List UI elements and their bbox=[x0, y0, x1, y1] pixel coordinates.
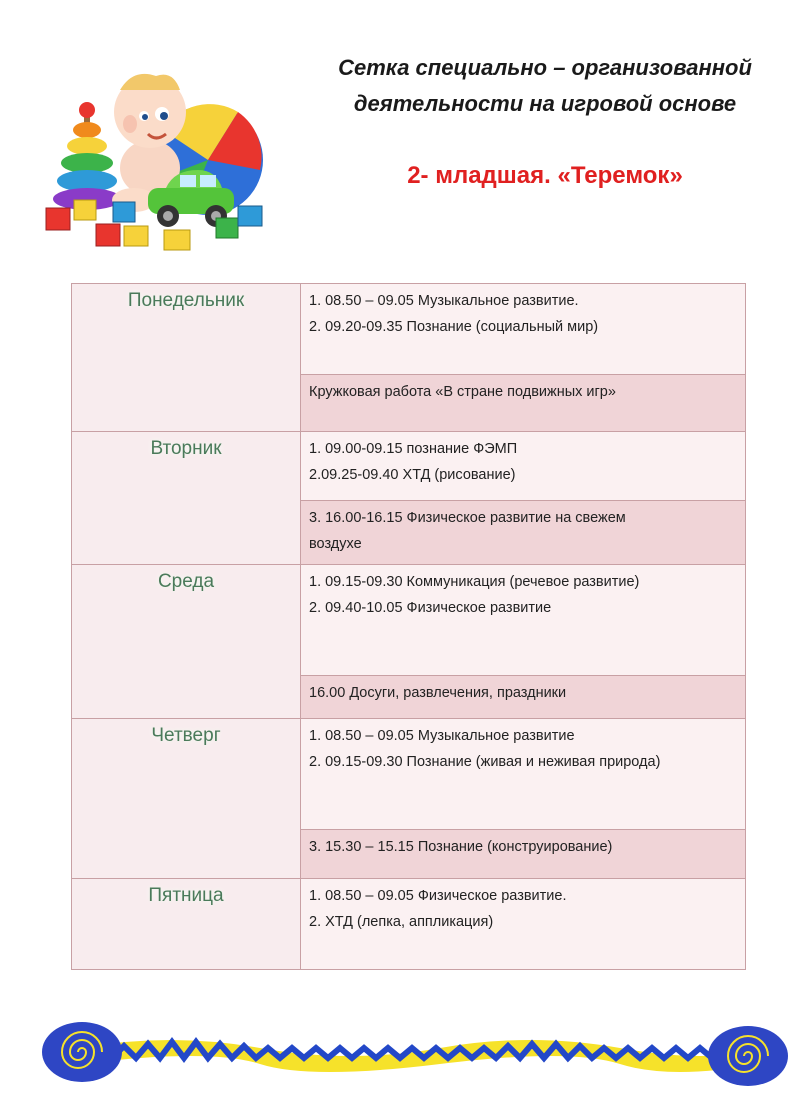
lesson-cell bbox=[301, 879, 746, 970]
lesson-item: 2. ХТД (лепка, аппликация) bbox=[309, 914, 494, 930]
lesson-item: 2. 09.40-10.05 Физическое развитие bbox=[309, 600, 552, 616]
lesson-item: 1. 08.50 – 09.05 Физическое развитие. bbox=[309, 888, 567, 904]
lesson-item: 16.00 Досуги, развлечения, праздники bbox=[309, 685, 567, 701]
title-line-2: деятельности на игровой основе bbox=[353, 91, 737, 116]
day-cell bbox=[72, 879, 301, 970]
lesson-item: 2. 09.15-09.30 Познание (живая и неживая природа) bbox=[309, 754, 661, 770]
day-cell bbox=[72, 719, 301, 879]
day-label: Вторник bbox=[150, 438, 222, 459]
day-label: Пятница bbox=[148, 885, 224, 906]
lesson-item: 2.09.25-09.40 ХТД (рисование) bbox=[309, 467, 516, 483]
title-line-1: Сетка специально – организованной bbox=[338, 55, 752, 80]
spiral-icon bbox=[42, 1022, 122, 1082]
table-row bbox=[72, 284, 746, 375]
day-cell bbox=[72, 432, 301, 565]
lesson-item: 1. 09.00-09.15 познание ФЭМП bbox=[309, 441, 518, 457]
baby-toys-illustration bbox=[38, 50, 278, 260]
day-cell bbox=[72, 284, 301, 432]
group-title: 2- младшая. «Теремок» bbox=[407, 162, 683, 189]
day-cell bbox=[72, 565, 301, 719]
stacking-rings-icon bbox=[53, 102, 121, 210]
spiral-icon bbox=[708, 1026, 788, 1086]
table-row bbox=[72, 719, 746, 830]
extra-lesson-cell bbox=[301, 676, 746, 719]
lesson-item: воздухе bbox=[309, 536, 362, 552]
lesson-cell bbox=[301, 284, 746, 375]
schedule-table bbox=[71, 283, 746, 970]
extra-lesson-cell bbox=[301, 375, 746, 432]
decorative-ribbon bbox=[40, 1018, 790, 1090]
extra-lesson-cell bbox=[301, 501, 746, 565]
lesson-item: 3. 16.00-16.15 Физическое развитие на свежем bbox=[309, 510, 626, 526]
lesson-item: 3. 15.30 – 15.15 Познание (конструирование) bbox=[309, 839, 613, 855]
lesson-item: 1. 08.50 – 09.05 Музыкальное развитие bbox=[309, 728, 575, 744]
table-row bbox=[72, 879, 746, 970]
lesson-item: 1. 08.50 – 09.05 Музыкальное развитие. bbox=[309, 293, 579, 309]
table-row bbox=[72, 432, 746, 501]
lesson-item: 1. 09.15-09.30 Коммуникация (речевое развитие) bbox=[309, 574, 640, 590]
day-label: Понедельник bbox=[127, 290, 245, 311]
document-title bbox=[300, 50, 790, 122]
table-row bbox=[72, 565, 746, 676]
extra-lesson-cell bbox=[301, 830, 746, 879]
lesson-cell bbox=[301, 432, 746, 501]
day-label: Четверг bbox=[151, 725, 221, 746]
lesson-item: Кружковая работа «В стране подвижных игр» bbox=[309, 384, 616, 400]
day-label: Среда bbox=[157, 571, 215, 592]
lesson-item: 2. 09.20-09.35 Познание (социальный мир) bbox=[309, 319, 599, 335]
lesson-cell bbox=[301, 719, 746, 830]
lesson-cell bbox=[301, 565, 746, 676]
